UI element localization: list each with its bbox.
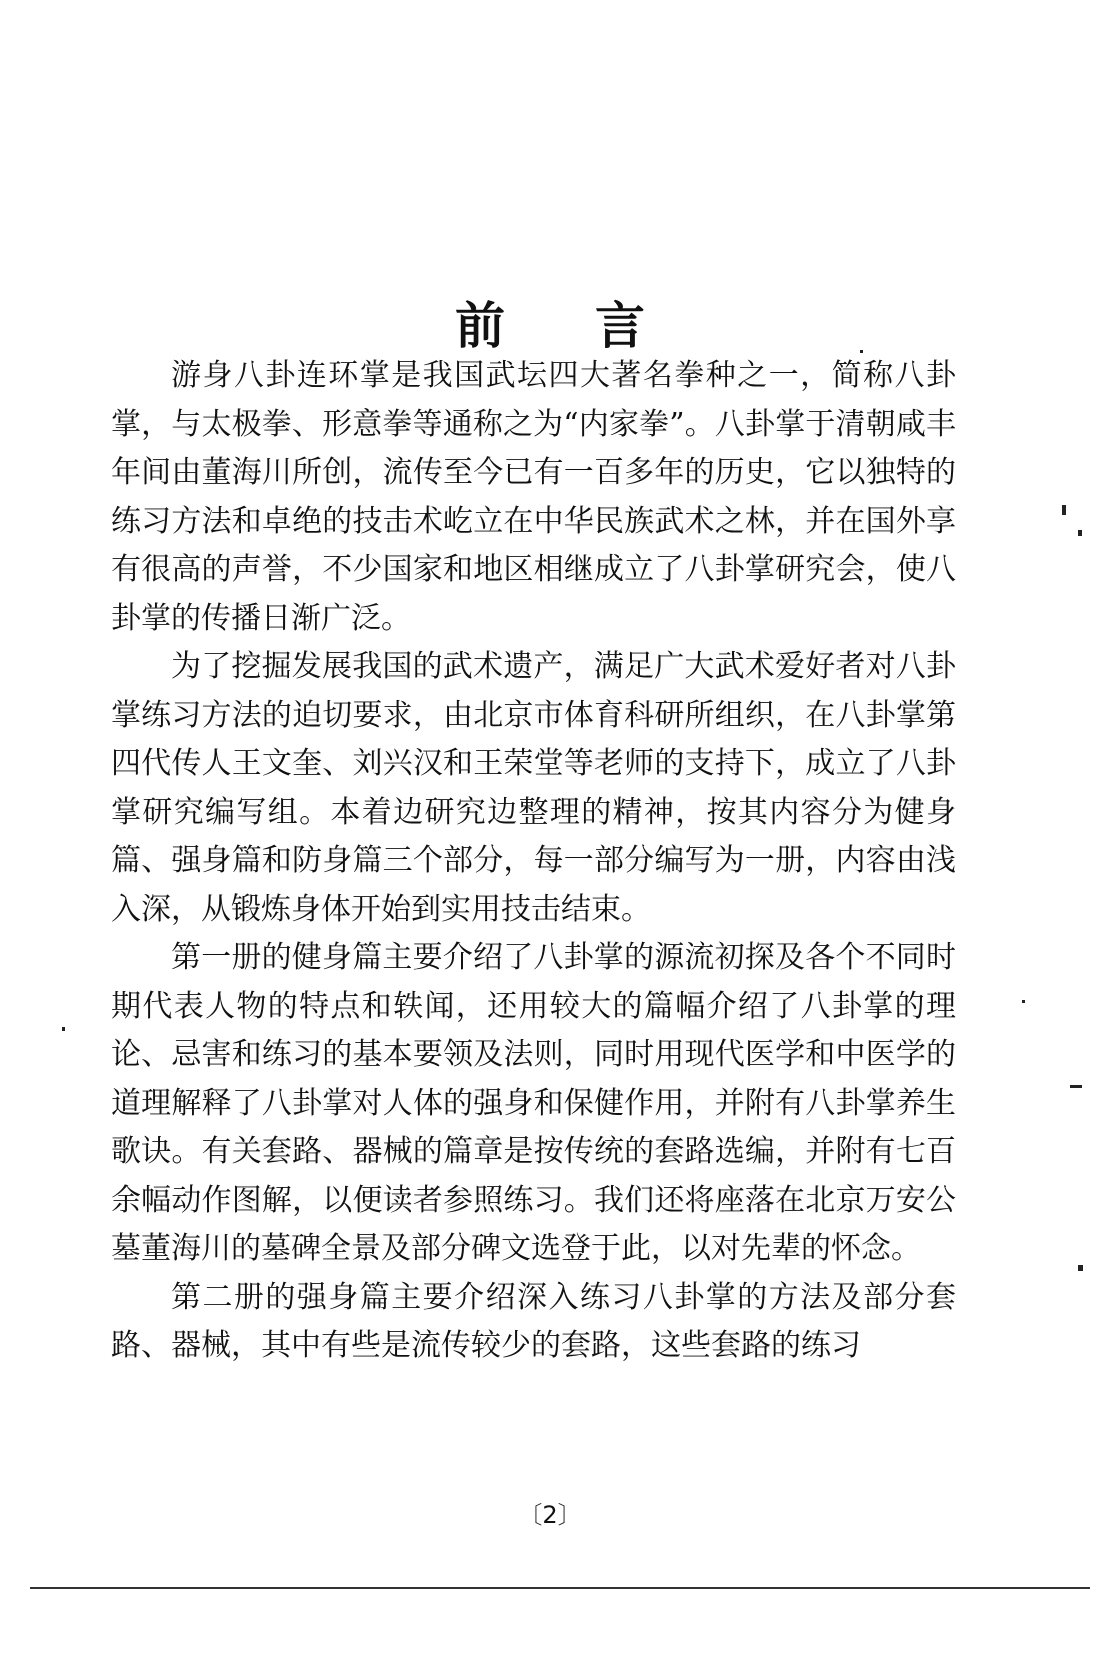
scan-speck (1078, 530, 1082, 536)
title-char-right: 言 (595, 295, 645, 355)
scan-speck (860, 350, 863, 353)
scan-speck (62, 1027, 65, 1031)
page-number: 〔2〕 (518, 1501, 582, 1529)
paragraph-2: 为了挖掘发展我国的武术遗产，满足广大武术爱好者对八卦掌练习方法的迫切要求，由北京市体育科研所组织，在八卦掌第四代传人王文奎、刘兴汉和王荣堂等老师的支持下，成立了八卦掌研究编写组。本着边研究边整理的精神，按其内容分为健身篇、强身篇和防身篇三个部分，每一部分编写为一册，内容由浅入深，从锻炼身体开始到实用技击结束。 (111, 649, 956, 927)
page-title (0, 296, 1100, 356)
paragraph-3: 第一册的健身篇主要介绍了八卦掌的源流初探及各个不同时期代表人物的特点和轶闻，还用较大的篇幅介绍了八卦掌的理论、忌害和练习的基本要领及法则，同时用现代医学和中医学的道理解释了八卦掌对人体的强身和保健作用，并附有八卦掌养生歌诀。有关套路、器械的篇章是按传统的套路选编，并附有七百余幅动作图解，以便读者参照练习。我们还将座落在北京万安公墓董海川的墓碑全景及部分碑文选登于此，以对先辈的怀念。 (111, 940, 956, 1266)
preface-body (111, 352, 956, 1371)
scan-speck (1070, 1085, 1082, 1088)
scan-speck (1078, 1265, 1083, 1271)
paragraph-1: 游身八卦连环掌是我国武坛四大著名拳种之一，简称八卦掌，与太极拳、形意拳等通称之为“内家拳”。八卦掌于清朝咸丰年间由董海川所创，流传至今已有一百多年的历史，它以独特的练习方法和卓绝的技击术屹立在中华民族武术之林，并在国外享有很高的声誉，不少国家和地区相继成立了八卦掌研究会，使八卦掌的传播日渐广泛。 (111, 358, 956, 636)
bottom-rule (30, 1587, 1090, 1589)
scan-speck (1062, 505, 1066, 515)
scan-speck (1022, 1000, 1025, 1003)
paragraph-4: 第二册的强身篇主要介绍深入练习八卦掌的方法及部分套路、器械，其中有些是流传较少的套路，这些套路的练习 (111, 1279, 956, 1363)
title-char-left: 前 (455, 295, 505, 355)
